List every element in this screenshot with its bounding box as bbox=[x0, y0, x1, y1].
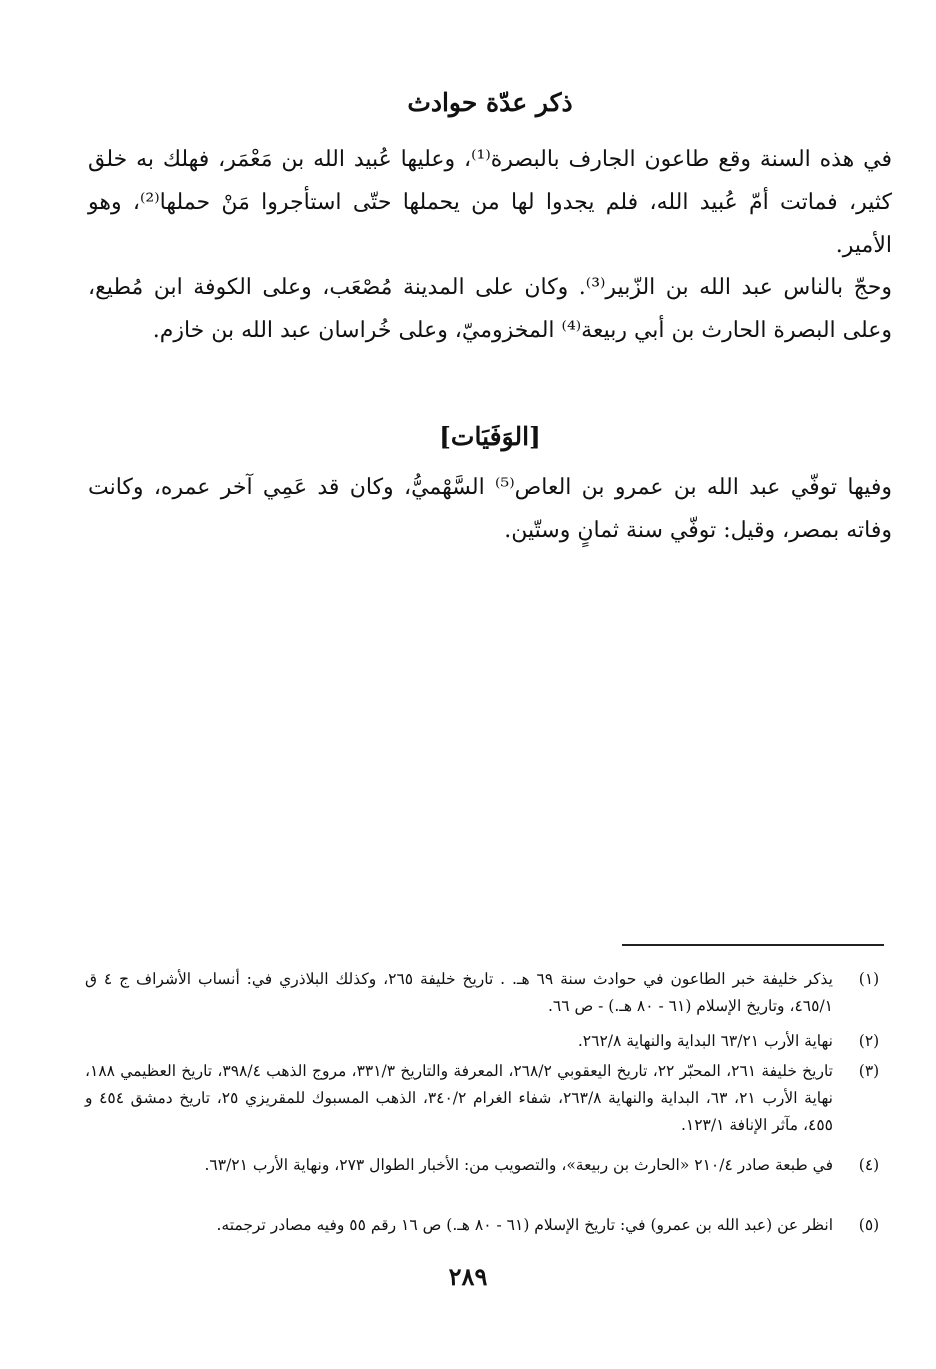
footnote-3 bbox=[85, 1058, 885, 1139]
footnote-text: نهاية الأرب ٦٣/٢١ البداية والنهاية ٢٦٢/٨. bbox=[577, 1032, 833, 1050]
footnote-number: (٥) bbox=[858, 1216, 880, 1234]
paragraph-plague: في هذه السنة وقع طاعون الجارف بالبصرة⁽¹⁾، وعليها عُبيد الله بن مَعْمَر، فهلك به خلق كثير، فماتت أمّ عُبيد الله، فلم يجدوا لها من يحملها حتّى استأجروا مَنْ حملها⁽²⁾، وهو الأمير. bbox=[88, 147, 892, 258]
footnote-text: تاريخ خليفة ٢٦١، المحبّر ٢٢، تاريخ اليعقوبي ٢٦٨/٢، المعرفة والتاريخ ٣٣١/٣، مروج الذهب ٣٩٨/٤، تاريخ العظيمي ١٨٨، نهاية الأرب ٢١، ٦٣، البداية والنهاية ٢٦٣/٨، شفاء الغرام ٣٤٠/٢، الذهب المسبوك للمقريزي ٢٥، تاريخ دمشق ٤٥٤ و ٤٥٥، مآثر الإنافة ١٢٣/١. bbox=[85, 1062, 833, 1134]
paragraph-pilgrimage: وحجّ بالناس عبد الله بن الزّبير⁽³⁾. وكان على المدينة مُصْعَب، وعلى الكوفة ابن مُطيع، وعلى البصرة الحارث بن أبي ربيعة⁽⁴⁾ المخزوميّ، وعلى خُراسان عبد الله بن خازم. bbox=[88, 275, 892, 343]
footnote-number: (٤) bbox=[858, 1156, 880, 1174]
subsection-title: [الوَفَيَات] bbox=[439, 422, 541, 451]
footnote-number: (١) bbox=[858, 970, 880, 988]
footnote-text: في طبعة صادر ٢١٠/٤ «الحارث بن ربيعة»، والتصويب من: الأخبار الطوال ٢٧٣، ونهاية الأرب ٦٣/٢١. bbox=[204, 1156, 833, 1174]
footnote-text: انظر عن (عبد الله بن عمرو) في: تاريخ الإسلام (٦١ - ٨٠ هـ.) ص ١٦ رقم ٥٥ وفيه مصادر ترجمته. bbox=[216, 1216, 833, 1234]
footnote-5 bbox=[85, 1212, 885, 1239]
footnote-number: (٢) bbox=[858, 1032, 880, 1050]
footnote-2 bbox=[85, 1028, 885, 1055]
section-title: ذكر عدّة حوادث bbox=[407, 88, 573, 117]
footnote-1 bbox=[85, 966, 885, 1020]
footnote-text: يذكر خليفة خبر الطاعون في حوادث سنة ٦٩ هـ. . تاريخ خليفة ٢٦٥، وكذلك البلاذري في: أنساب الأشراف ج ٤ ق ٤٦٥/١، وتاريخ الإسلام (٦١ - ٨٠ هـ.) - ص ٦٦. bbox=[85, 970, 833, 1015]
paragraph-deaths: وفيها توفّي عبد الله بن عمرو بن العاص⁽⁵⁾ السَّهْميُّ، وكان قد عَمِي آخر عمره، وكانت وفاته بمصر، وقيل: توفّي سنة ثمانٍ وستّين. bbox=[88, 475, 892, 543]
page-number: ٢٨٩ bbox=[448, 1262, 488, 1291]
footnote-4 bbox=[85, 1152, 885, 1179]
footnote-number: (٣) bbox=[858, 1062, 880, 1080]
footnote-separator bbox=[622, 944, 884, 946]
